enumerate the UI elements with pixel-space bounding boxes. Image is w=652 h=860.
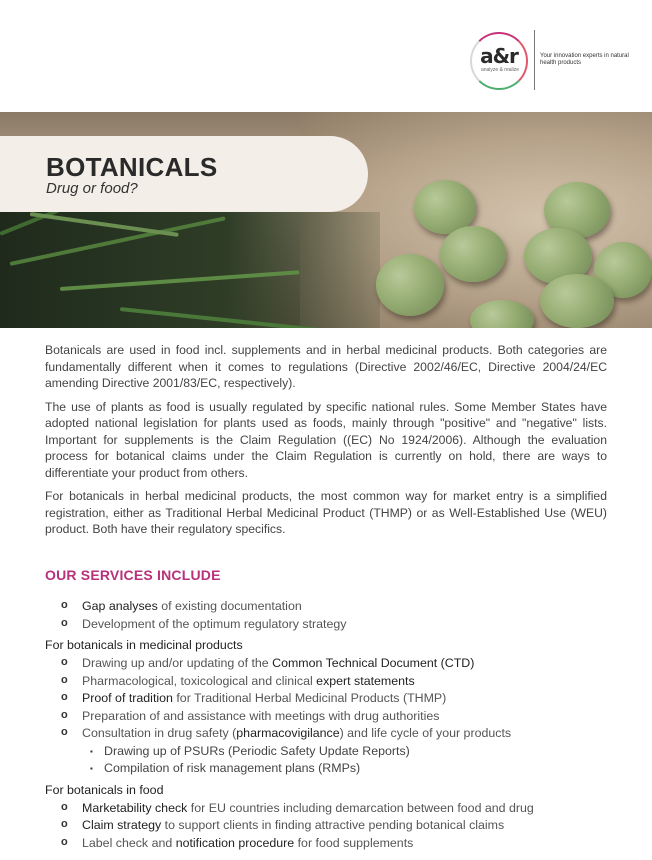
- service-highlight: pharmacovigilance: [236, 726, 340, 740]
- green-tablet: [540, 274, 614, 328]
- company-logo: [470, 32, 528, 90]
- list-item: [45, 690, 625, 708]
- intro-text: [45, 342, 607, 545]
- hero-herb-area: [0, 212, 380, 328]
- service-text: to support clients in finding attractive pending botanical claims: [161, 818, 505, 832]
- list-item: [45, 817, 625, 835]
- sub-list-item: ▪ Drawing up of PSURs (Periodic Safety Update Reports): [45, 743, 625, 761]
- intro-paragraph: The use of plants as food is usually regulated by specific national rules. Some Member States have adopted national legislation for plants used as foods, mainly through "positive" and "negative" lists. Important for supplements is the Claim Regulation ((EC) No 1924/2006). Although the evaluation process for botanical claims under the Claim Regulation is currently on hold, there are ways to differentiate your product from others.: [45, 399, 607, 480]
- service-text: of existing documentation: [157, 599, 302, 613]
- logo-mark: a&r: [480, 44, 518, 68]
- service-text: for EU countries including demarcation between food and drug: [187, 800, 534, 815]
- service-highlight: Common Technical Document (CTD): [272, 656, 475, 670]
- service-highlight: notification procedure: [175, 835, 295, 850]
- service-highlight: Gap analyses: [82, 599, 158, 613]
- service-highlight: Marketability check: [82, 800, 188, 815]
- intro-paragraph: For botanicals in herbal medicinal products, the most common way for market entry is a simplified registration, either as Traditional Herbal Medicinal Product (THMP) or as Well-Established Use (WEU) product. Both have their regulatory specifics.: [45, 489, 607, 536]
- list-item: [45, 655, 625, 673]
- service-text: Label check and: [82, 835, 176, 850]
- food-heading: For botanicals in food: [45, 782, 164, 797]
- services-heading: OUR SERVICES INCLUDE: [45, 567, 221, 583]
- service-text: Preparation of and assistance with meetings with drug authorities: [82, 708, 440, 723]
- service-highlight: Proof of tradition: [82, 691, 173, 705]
- page-title: BOTANICALS: [46, 152, 218, 182]
- service-text: Development of the optimum regulatory strategy: [82, 616, 347, 631]
- service-text: Drawing up and/or updating of the: [82, 656, 273, 670]
- company-tagline: Your innovation experts in natural health products: [540, 53, 629, 66]
- logo-divider: [534, 30, 535, 90]
- service-text: Consultation in drug safety (: [82, 726, 237, 740]
- logo-subtext: analyze & realize: [480, 67, 520, 73]
- medicinal-heading: For botanicals in medicinal products: [45, 638, 243, 652]
- list-item: [45, 835, 625, 853]
- service-text: Pharmacological, toxicological and clinical: [82, 673, 317, 688]
- list-item: [45, 598, 625, 616]
- green-tablet: [440, 226, 506, 282]
- list-item: [45, 708, 625, 726]
- list-item: [45, 800, 625, 818]
- service-highlight: Claim strategy: [82, 818, 162, 832]
- green-tablet: [376, 254, 444, 316]
- service-text: for food supplements: [294, 835, 414, 850]
- page-subtitle: Drug or food?: [46, 180, 138, 197]
- intro-paragraph: Botanicals are used in food incl. supplements and in herbal medicinal products. Both categories are fundamentally different when it comes to regulations (Directive 2002/46/EC, Directive 2004/24/EC amending Directive 2001/83/EC, respectively).: [45, 343, 607, 390]
- service-text: ) and life cycle of your products: [339, 726, 512, 740]
- page-header: [0, 0, 652, 112]
- service-highlight: expert statements: [316, 673, 415, 688]
- list-item: [45, 673, 625, 691]
- services-list: [45, 598, 625, 852]
- list-item: [45, 616, 625, 634]
- list-item: [45, 725, 625, 743]
- service-text: for Traditional Herbal Medicinal Products (THMP): [172, 691, 447, 705]
- sub-list-item: ▪ Compilation of risk management plans (RMPs): [45, 760, 625, 778]
